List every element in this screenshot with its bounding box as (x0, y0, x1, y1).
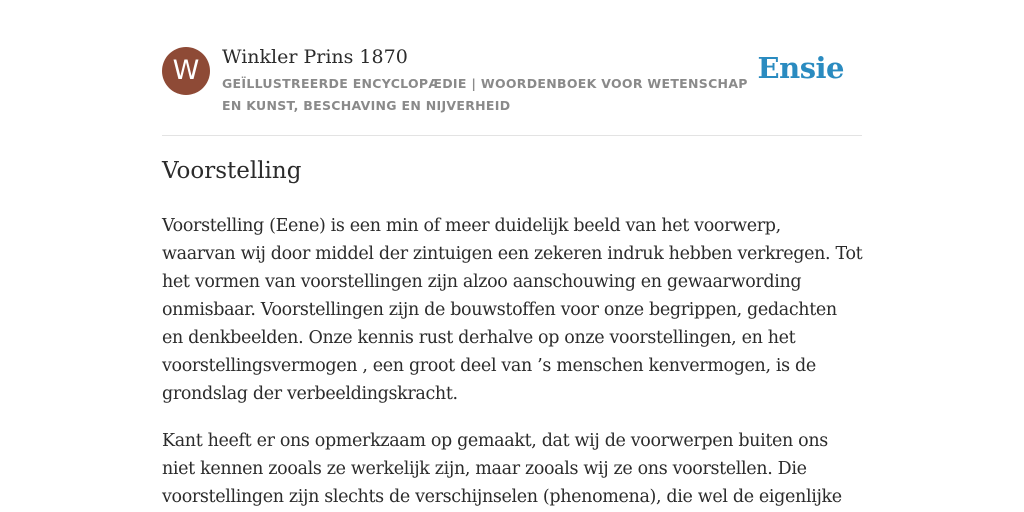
paragraph-line: niet kennen zooals ze werkelijk zijn, maar zooals wij ze ons voorstellen. Die (162, 459, 807, 479)
paragraph-line: Voorstelling (Eene) is een min of meer duidelijk beeld van het voorwerp, (162, 216, 781, 236)
paragraph-line: Kant heeft er ons opmerkzaam op gemaakt, dat wij de voorwerpen buiten ons (162, 431, 828, 451)
paragraph-line: onmisbaar. Voorstellingen zijn de bouwstoffen voor onze begrippen, gedachten (162, 300, 837, 320)
ensie-logo-link[interactable]: Ensie (757, 51, 844, 85)
paragraph-line: en denkbeelden. Onze kennis rust derhalve op onze voorstellingen, en het (162, 328, 796, 348)
publication-subtitle: GEÏLLUSTREERDE ENCYCLOPÆDIE | WOORDENBOEK VOOR WETENSCHAP EN KUNST, BESCHAVING EN NIJVERHEID (222, 76, 748, 113)
article-paragraph (162, 427, 862, 511)
article-title: Voorstelling (162, 158, 302, 184)
header-divider (162, 135, 862, 136)
article-paragraph (162, 212, 862, 408)
publication-header (162, 44, 862, 136)
paragraph-line: grondslag der verbeeldingskracht. (162, 384, 458, 404)
publication-name[interactable]: Winkler Prins 1870 (222, 46, 408, 68)
publication-avatar[interactable]: W (162, 47, 210, 95)
paragraph-line: voorstellingsvermogen , een groot deel van ’s menschen kenvermogen, is de (162, 356, 816, 376)
paragraph-line: waarvan wij door middel der zintuigen een zekeren indruk hebben verkregen. Tot (162, 244, 863, 264)
paragraph-line: voorstellingen zijn slechts de verschijnselen (phenomena), die wel de eigenlijke (162, 487, 842, 507)
paragraph-line: het vormen van voorstellingen zijn alzoo aanschouwing en gewaarwording (162, 272, 802, 292)
